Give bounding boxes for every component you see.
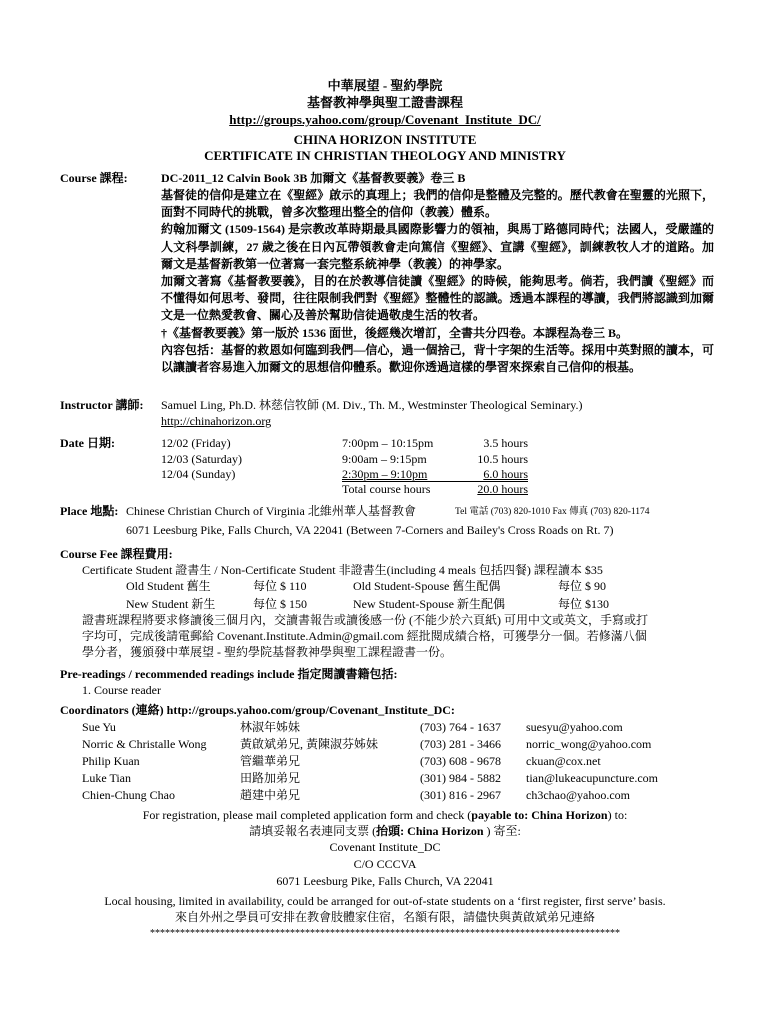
mail-address-2: C/O CCCVA xyxy=(353,857,417,871)
coordinator-name: Luke Tian xyxy=(82,771,132,785)
prereading-item: 1. Course reader xyxy=(82,683,161,697)
course-paragraph: 內容包括：基督的救恩如何臨到我們—信心，過一個捨己，背十字架的生活等。採用中英對照的讀本，可以讓讀者容易進入加爾文的思想信仰體系。歡迎你透過這樣的學習來探索自己信仰的根基。 xyxy=(161,342,714,375)
course-paragraph: †《基督教要義》第一版於 1536 面世，後經幾次增訂，全書共分四卷。本課程為卷三 B。 xyxy=(161,325,629,340)
course-paragraph: 約翰加爾文 (1509-1564) 是宗教改革時期最具國際影響力的領袖，與馬丁路德同時代；法國人，受嚴謹的人文科學訓練，27 歲之後在日內瓦帶領教會走向篤信《聖經》、宣講《聖經》，訓練教牧人才的道路。加爾文是基督新教第一位著寫一套完整系統神學（教義）的神學家。 xyxy=(161,222,714,271)
instructor-label: Instructor 講師: xyxy=(60,398,144,412)
new-spouse-price: 每位 $130 xyxy=(558,597,610,611)
mail-address-1: Covenant Institute_DC xyxy=(329,840,441,854)
housing-line-2: 來自外州之學員可安排在教會肢體家住宿，名額有限，請儘快與黃啟斌弟兄連絡 xyxy=(174,910,595,924)
course-paragraph: 基督徒的信仰是建立在《聖經》啟示的真理上；我們的信仰是整體及完整的。歷代教會在聖靈的光照下，面對不同時代的挑戰，曾多次整理出整全的信仰（教義）體系。 xyxy=(161,188,714,220)
coordinators-label: Coordinators (連絡) http://groups.yahoo.com/group/Covenant_Institute_DC: xyxy=(60,703,455,717)
title-en-2: CERTIFICATE IN CHRISTIAN THEOLOGY AND MINISTRY xyxy=(204,148,566,163)
hours-1: 3.5 hours xyxy=(483,436,528,450)
coordinator-name: Chien-Chung Chao xyxy=(82,788,175,802)
coordinator-phone: (703) 608 - 9678 xyxy=(420,754,501,768)
place-name: Chinese Christian Church of Virginia 北維州華人基督教會 xyxy=(126,504,416,518)
place-label: Place 地點: xyxy=(60,504,119,518)
date-1: 12/02 (Friday) xyxy=(161,436,231,450)
date-2: 12/03 (Saturday) xyxy=(161,452,242,466)
time-2: 9:00am – 9:15pm xyxy=(342,452,427,466)
time-1: 7:00pm – 10:15pm xyxy=(342,436,434,450)
registration-line-2 xyxy=(0,824,770,839)
instructor-url-link[interactable]: http://chinahorizon.org xyxy=(161,414,272,428)
registration-text-zh-end: ) 寄至: xyxy=(483,824,521,838)
star-divider: ********************************************************************************************** xyxy=(150,928,620,939)
prereading-label: Pre-readings / recommended readings include 指定閱讀書籍包括: xyxy=(60,667,398,681)
coordinator-phone: (703) 764 - 1637 xyxy=(420,720,501,734)
hours-2: 10.5 hours xyxy=(477,452,528,466)
fee-note-3: 學分者，獲頒發中華展望 - 聖約學院基督教神學與聖工課程證書一份。 xyxy=(82,645,452,659)
fee-label: Course Fee 課程費用: xyxy=(60,547,173,561)
place-address: 6071 Leesburg Pike, Falls Church, VA 22041 (Between 7-Corners and Bailey's Cross Roads on Rt. 7) xyxy=(126,523,614,537)
coordinator-name: Sue Yu xyxy=(82,720,116,734)
coordinator-zh-name: 黃啟斌弟兄, 黃陳淑芬姊妹 xyxy=(240,737,379,751)
registration-text-zh: 請填妥報名表連同支票 ( xyxy=(249,824,377,838)
total-label: Total course hours xyxy=(342,482,431,496)
coordinator-phone: (301) 816 - 2967 xyxy=(420,788,501,802)
date-label: Date 日期: xyxy=(60,436,115,450)
coordinator-phone: (703) 281 - 3466 xyxy=(420,737,501,751)
registration-text-end: ) to: xyxy=(607,808,628,822)
housing-line-1: Local housing, limited in availability, could be arranged for out-of-state students on a ‘first register, first serve’ basis. xyxy=(104,894,666,908)
group-url-link[interactable]: http://groups.yahoo.com/group/Covenant_Institute_DC/ xyxy=(229,112,541,127)
old-spouse-price: 每位 $ 90 xyxy=(558,579,607,593)
coordinator-phone: (301) 984 - 5882 xyxy=(420,771,501,785)
old-student: Old Student 舊生 xyxy=(126,579,211,593)
coordinator-name: Philip Kuan xyxy=(82,754,140,768)
new-spouse: New Student-Spouse 新生配偶 xyxy=(353,597,505,611)
title-en-1: CHINA HORIZON INSTITUTE xyxy=(293,132,477,147)
course-label: Course 課程: xyxy=(60,171,128,185)
coordinator-email[interactable]: tian@lukeacupuncture.com xyxy=(526,771,658,785)
coordinator-email[interactable]: norric_wong@yahoo.com xyxy=(526,737,652,751)
old-spouse: Old Student-Spouse 舊生配偶 xyxy=(353,579,501,593)
registration-payee: payable to: China Horizon xyxy=(471,808,608,822)
registration-payee-zh: 抬頭: China Horizon xyxy=(376,824,484,838)
coordinator-zh-name: 林淑年姊妹 xyxy=(240,720,301,734)
registration-text: For registration, please mail completed application form and check ( xyxy=(142,808,472,822)
fee-line-1: Certificate Student 證書生 / Non-Certificate Student 非證書生(including 4 meals 包括四餐) 課程讀本 $35 xyxy=(82,563,603,577)
title-zh-2: 基督教神學與聖工證書課程 xyxy=(306,95,463,110)
coordinator-zh-name: 管繼華弟兄 xyxy=(240,754,301,768)
date-3: 12/04 (Sunday) xyxy=(161,467,236,481)
coordinator-email[interactable]: ch3chao@yahoo.com xyxy=(526,788,631,802)
hours-3: 6.0 hours xyxy=(483,467,528,481)
place-contact: Tel 電話 (703) 820-1010 Fax 傳真 (703) 820-1174 xyxy=(455,507,650,517)
time-3: 2:30pm – 9:10pm xyxy=(342,467,428,481)
new-student: New Student 新生 xyxy=(126,597,216,611)
course-paragraph: 加爾文著寫《基督教要義》，目的在於教導信徒讀《聖經》的時候，能夠思考。倘若，我們讀《聖經》而不懂得如何思考、發問，往往限制我們對《聖經》整體性的認識。透過本課程的導讀，我們將認識到加爾文是一位熱愛教會、關心及善於幫助信徒過敬虔生活的牧者。 xyxy=(161,274,714,323)
coordinator-zh-name: 趙建中弟兄 xyxy=(240,788,301,802)
fee-note-1: 證書班課程將要求修讀後三個月內，交讀書報告或讀後感一份 (不能少於六頁紙) 可用中文或英文，手寫或打 xyxy=(82,613,648,627)
old-student-price: 每位 $ 110 xyxy=(253,579,307,593)
instructor-text: Samuel Ling, Ph.D. 林慈信牧師 (M. Div., Th. M., Westminster Theological Seminary.) xyxy=(161,398,583,412)
mail-address-3: 6071 Leesburg Pike, Falls Church, VA 22041 xyxy=(276,874,494,888)
course-code: DC-2011_12 Calvin Book 3B 加爾文《基督教要義》卷三 B xyxy=(161,171,466,185)
registration-line-1 xyxy=(0,808,770,823)
fee-note-2: 字均可，完成後請電郵給 Covenant.Institute.Admin@gmail.com 經批閱成績合格，可獲學分一個。若修滿八個 xyxy=(82,629,647,643)
coordinator-zh-name: 田路加弟兄 xyxy=(240,771,301,785)
total-hours: 20.0 hours xyxy=(477,482,528,496)
coordinator-name: Norric & Christalle Wong xyxy=(82,737,207,751)
course-description xyxy=(161,187,714,376)
title-zh-1: 中華展望 - 聖約學院 xyxy=(327,78,443,93)
coordinator-email[interactable]: suesyu@yahoo.com xyxy=(526,720,623,734)
new-student-price: 每位 $ 150 xyxy=(253,597,308,611)
coordinator-email[interactable]: ckuan@cox.net xyxy=(526,754,601,768)
